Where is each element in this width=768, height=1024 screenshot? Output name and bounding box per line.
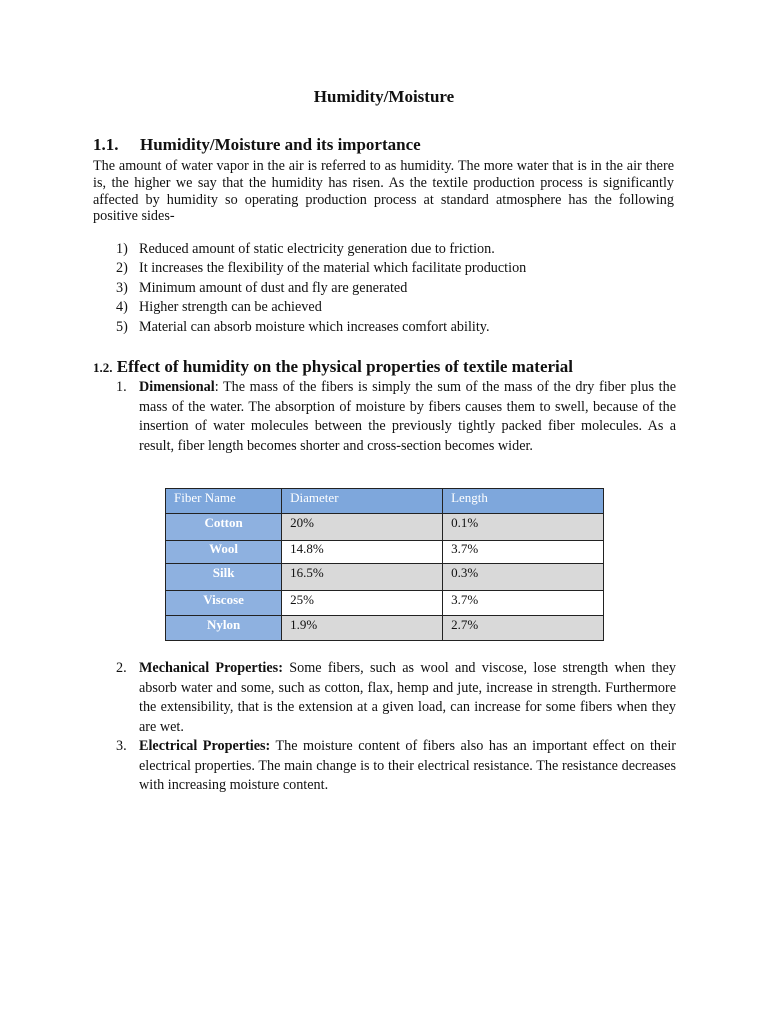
fiber-name-cell: Silk xyxy=(166,564,282,591)
table-header-diameter: Diameter xyxy=(282,489,443,514)
list-item xyxy=(116,259,676,278)
list-item-number: 3) xyxy=(116,279,128,296)
benefits-list xyxy=(116,240,676,337)
fiber-name-cell: Nylon xyxy=(166,616,282,641)
effects-list-part-1 xyxy=(116,378,676,456)
list-item-number: 5) xyxy=(116,318,128,335)
list-item-text: Minimum amount of dust and fly are generated xyxy=(139,279,408,296)
length-cell: 0.3% xyxy=(443,564,604,591)
table-header-length: Length xyxy=(443,489,604,514)
list-item-label: Electrical Properties: xyxy=(139,738,271,754)
length-cell: 3.7% xyxy=(443,541,604,564)
fiber-name-cell: Viscose xyxy=(166,591,282,616)
section-2-title: Effect of humidity on the physical properties of textile material xyxy=(116,357,574,376)
list-item-number: 3. xyxy=(116,738,127,754)
diameter-cell: 25% xyxy=(282,591,443,616)
list-item xyxy=(116,378,676,456)
list-item-text: Reduced amount of static electricity generation due to friction. xyxy=(139,241,495,257)
list-item xyxy=(116,298,676,317)
section-2-number: 1.2. xyxy=(93,360,113,375)
section-1-title: Humidity/Moisture and its importance xyxy=(140,135,421,154)
list-item-number: 2. xyxy=(116,660,127,676)
list-item-text: Some fibers, such as wool and viscose, lose strength when they absorb water and some, such as cotton, flax, hemp and jute, increase in strength. Furthermore the extensibility, that is the extension at a given load, can increase for some fibers when they are wet. xyxy=(139,660,676,735)
diameter-cell: 16.5% xyxy=(282,564,443,591)
list-item xyxy=(116,279,676,298)
diameter-cell: 20% xyxy=(282,514,443,541)
list-item-text: Material can absorb moisture which increases comfort ability. xyxy=(139,318,490,335)
table-row xyxy=(166,514,604,541)
list-item-text: : The mass of the fibers is simply the sum of the mass of the dry fiber plus the mass of the water. The absorption of moisture by fibers causes them to swell, because of the insertion of water molecules between the previously tightly packed fiber molecules. As a result, fiber length becomes shorter and cross-section becomes wider. xyxy=(139,379,676,454)
list-item-number: 2) xyxy=(116,260,128,277)
section-2-heading xyxy=(93,355,573,380)
length-cell: 2.7% xyxy=(443,616,604,641)
page-title: Humidity/Moisture xyxy=(313,87,455,106)
table-header-fiber-name: Fiber Name xyxy=(166,489,282,514)
section-1-number: 1.1. xyxy=(93,135,119,154)
effects-list-part-2 xyxy=(116,659,676,796)
diameter-cell: 1.9% xyxy=(282,616,443,641)
section-1-heading xyxy=(93,133,421,157)
table-row xyxy=(166,591,604,616)
fiber-name-cell: Cotton xyxy=(166,514,282,541)
fiber-swelling-table xyxy=(165,488,604,641)
table-row xyxy=(166,616,604,641)
list-item xyxy=(116,240,676,259)
table-row xyxy=(166,564,604,591)
list-item xyxy=(116,737,676,796)
fiber-name-cell: Wool xyxy=(166,541,282,564)
section-1-paragraph: The amount of water vapor in the air is referred to as humidity. The more water that is in the air there is, the higher we say that the humidity has risen. As the textile production process is significantly affected by humidity so operating production process at standard atmosphere has the following positive sides- xyxy=(93,158,674,225)
list-item-label: Mechanical Properties: xyxy=(139,660,283,676)
list-item-number: 1. xyxy=(116,379,127,395)
list-item-number: 4) xyxy=(116,299,128,316)
list-item-text: The moisture content of fibers also has an important effect on their electrical properties. The main change is to their electrical resistance. The resistance decreases with increasing moisture content. xyxy=(139,738,676,793)
list-item-text: Higher strength can be achieved xyxy=(139,299,322,316)
list-item xyxy=(116,659,676,737)
list-item xyxy=(116,318,676,337)
list-item-text: It increases the flexibility of the material which facilitate production xyxy=(139,260,527,277)
length-cell: 0.1% xyxy=(443,514,604,541)
table-row xyxy=(166,541,604,564)
diameter-cell: 14.8% xyxy=(282,541,443,564)
list-item-label: Dimensional xyxy=(139,379,215,395)
length-cell: 3.7% xyxy=(443,591,604,616)
list-item-number: 1) xyxy=(116,241,128,257)
